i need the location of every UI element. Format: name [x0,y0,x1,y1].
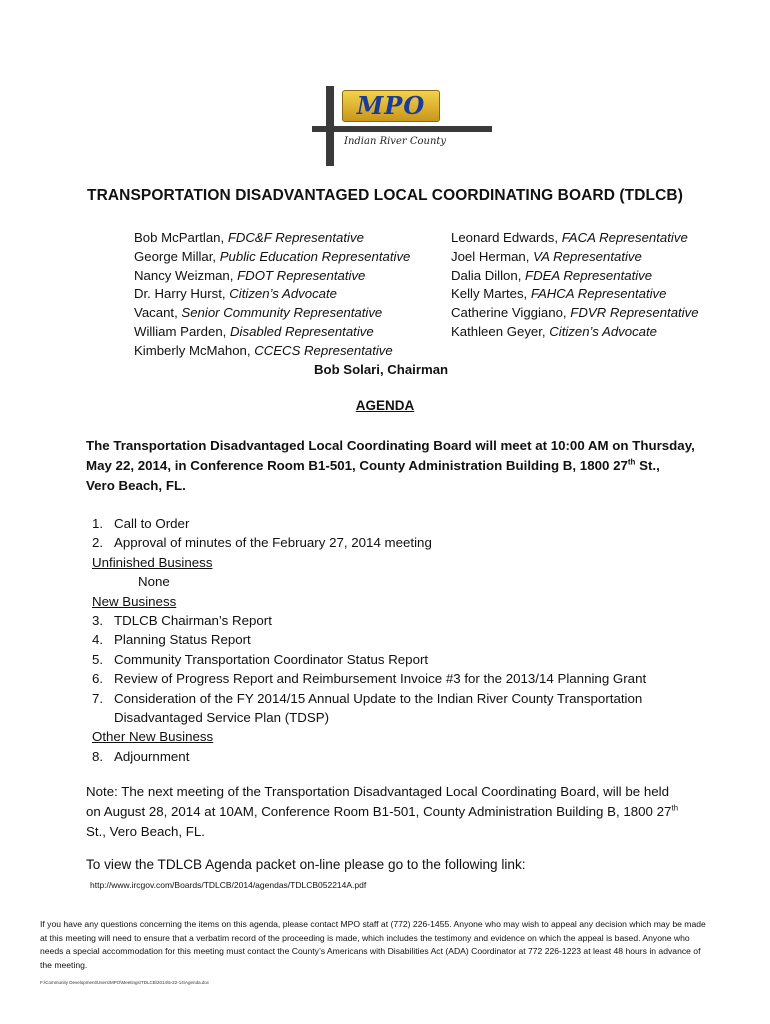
member-row: Kimberly McMahon, CCECS Representative [134,342,393,358]
member-row: Kelly Martes, FAHCA Representative [451,286,667,302]
member-row: Kathleen Geyer, Citizen’s Advocate [451,323,658,339]
agenda-packet-link[interactable]: http://www.ircgov.com/Boards/TDLCB/2014/agendas/TDLCB052214A.pdf [90,880,367,890]
next-meeting-note: Note: The next meeting of the Transportation Disadvantaged Local Coordinating Board, will be held on August 28, 2014 at 10AM, Conference Room B1-501, County Administration Building B, 1800 27th St., Vero Beach, FL. [86,784,679,839]
member-row: Nancy Weizman, FDOT Representative [134,267,366,283]
agenda-item: 5. Community Transportation Coordinator Status Report [92,651,429,667]
agenda-item: 1. Call to Order [92,516,190,531]
logo-subtitle: Indian River County [344,136,447,147]
section-new-business: New Business [92,593,177,609]
agenda-item: 8. Adjournment [92,748,190,764]
member-row: Vacant, Senior Community Representative [134,305,383,321]
members-left-column [134,229,410,361]
mpo-logo [300,86,500,166]
agenda-heading: AGENDA [355,398,415,413]
unfinished-none: None [138,574,170,590]
agenda-item: 4. Planning Status Report [92,632,251,648]
member-row: Bob McPartlan, FDC&F Representative [134,230,364,245]
agenda-item: 2. Approval of minutes of the February 27, 2014 meeting [92,535,432,551]
chairman-line: Bob Solari, Chairman [314,362,449,377]
agenda-item: 7. Consideration of the FY 2014/15 Annual Update to the Indian River County Transportation [92,690,643,706]
member-row: Leonard Edwards, FACA Representative [451,230,688,245]
member-row: Dr. Harry Hurst, Citizen’s Advocate [134,286,338,302]
section-other-new-business: Other New Business [92,729,214,745]
file-path-footer: F:\Community Development\Users\MPO\Meetings\TDLCB\2014\5-22-14\Agenda.doc [40,980,210,985]
agenda-packet-lead: To view the TDLCB Agenda packet on-line please go to the following link: [86,857,526,872]
agenda-list [92,514,646,766]
meeting-intro: The Transportation Disadvantaged Local Coordinating Board will meet at 10:00 AM on Thursday, May 22, 2014, in Conference Room B1-501, County Administration Building B, 1800 27th St., Vero Beach, FL. [86,438,695,493]
member-row: William Parden, Disabled Representative [134,323,374,339]
member-row: Catherine Viggiano, FDVR Representative [451,305,699,321]
member-row: Dalia Dillon, FDEA Representative [451,267,653,283]
section-unfinished-business: Unfinished Business [92,554,213,570]
document-title: TRANSPORTATION DISADVANTAGED LOCAL COORDINATING BOARD (TDLCB) [87,187,683,204]
agenda-item: 3. TDLCB Chairman’s Report [92,613,272,629]
member-row: George Millar, Public Education Representative [134,248,411,264]
member-row: Joel Herman, VA Representative [451,248,642,264]
members-right-column [451,229,699,342]
ada-disclaimer: If you have any questions concerning the items on this agenda, please contact MPO staff at (772) 226-1455. Anyone who may wish to appeal any decision which may be made at this meeting will need to ensure that a verbatim record of the proceeding is made, which includes the testimony and evidence on which the appeal is based. Anyone who needs a special accommodation for this meeting must contact the County’s Americans with Disabilities Act (ADA) Coordinator at 772 226-1223 at least 48 hours in advance of the meeting. [40,919,706,970]
agenda-item-continuation: Disadvantaged Service Plan (TDSP) [114,710,330,726]
logo-badge: MPO [342,90,440,122]
agenda-item: 6. Review of Progress Report and Reimbursement Invoice #3 for the 2013/14 Planning Grant [92,671,647,687]
logo-cross-horizontal [312,126,492,132]
